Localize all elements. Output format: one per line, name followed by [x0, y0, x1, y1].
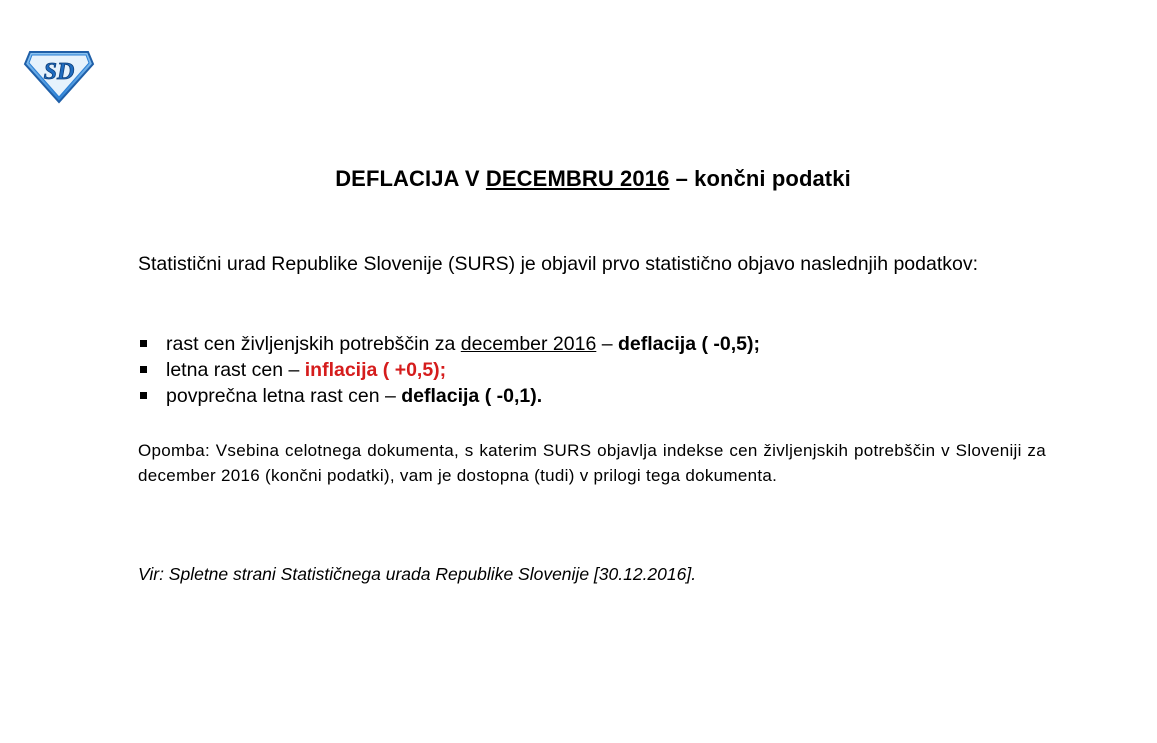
- list-item-average-annual: [138, 383, 1053, 409]
- list-item-monthly: [138, 331, 1053, 357]
- list-item-text: letna rast cen –: [166, 359, 305, 381]
- svg-text:SD: SD: [43, 59, 75, 85]
- source-citation: Vir: Spletne strani Statističnega urada Republike Slovenije [30.12.2016].: [138, 564, 697, 584]
- document-title: [0, 166, 1157, 192]
- list-item-bold-value: deflacija ( -0,1).: [401, 385, 543, 407]
- square-bullet-icon: [140, 340, 147, 347]
- list-item-underlined-month: december 2016: [460, 333, 597, 355]
- note-paragraph: Opomba: Vsebina celotnega dokumenta, s katerim SURS objavlja indekse cen življenjskih potrebščin v Sloveniji za december 2016 (končni podatki), vam je dostopna (tudi) v prilogi tega dokumenta.: [138, 441, 1046, 485]
- title-part-3: – končni podatki: [669, 166, 851, 191]
- list-item-red-value: inflacija ( +0,5);: [304, 359, 447, 381]
- title-part-1: DEFLACIJA V: [335, 166, 486, 191]
- square-bullet-icon: [140, 366, 147, 373]
- list-item-bold-value: deflacija ( -0,5);: [618, 333, 760, 355]
- list-item-dash: –: [596, 333, 618, 355]
- title-month-underlined: DECEMBRU 2016: [485, 166, 670, 191]
- square-bullet-icon: [140, 392, 147, 399]
- list-item-text: povprečna letna rast cen –: [166, 385, 402, 407]
- intro-paragraph: Statistični urad Republike Slovenije (SURS) je objavil prvo statistično objavo naslednjih podatkov:: [138, 253, 979, 275]
- sd-shield-logo-icon: [22, 46, 96, 104]
- list-item-annual: [138, 357, 1053, 383]
- list-item-text: rast cen življenjskih potrebščin za: [166, 333, 461, 355]
- statistics-list: [138, 331, 1053, 409]
